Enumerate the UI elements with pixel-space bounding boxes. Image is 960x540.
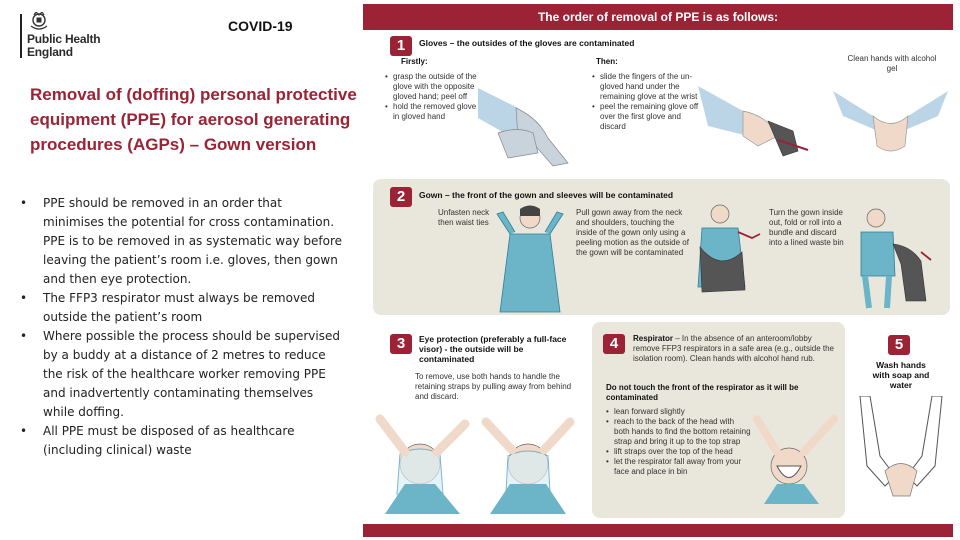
step5-number: 5 bbox=[888, 335, 910, 355]
step1-firstly-label: Firstly: bbox=[401, 57, 428, 66]
step1-clean-hands: Clean hands with alcohol gel bbox=[847, 54, 937, 73]
respirator-removal-illustration bbox=[749, 414, 841, 504]
step4-item: • lift straps over the top of the head bbox=[606, 447, 751, 457]
org-line2: England bbox=[27, 45, 73, 59]
bullet-item: • Where possible the process should be supervised by a buddy at a distance of 2 metres to reduce the risk of the healthcare worker removing PPE and inadvertently contaminating themselves while doffing. bbox=[20, 327, 345, 422]
clean-hands-illustration bbox=[833, 76, 948, 166]
step1-then-label: Then: bbox=[596, 57, 618, 66]
step3-number: 3 bbox=[390, 334, 412, 354]
logo-bar bbox=[20, 14, 22, 58]
step2-number: 2 bbox=[390, 187, 412, 207]
step2-title: Gown – the front of the gown and sleeves will be contaminated bbox=[419, 190, 674, 200]
step4-item: • let the respirator fall away from your face and place in bin bbox=[606, 457, 751, 477]
bullet-item: • All PPE must be disposed of as healthcare (including clinical) waste bbox=[20, 422, 345, 460]
step1-firstly-text bbox=[385, 72, 477, 122]
step4-list bbox=[606, 407, 751, 477]
step4-warning: Do not touch the front of the respirator as it will be contaminated bbox=[606, 383, 799, 402]
step1-then-text bbox=[592, 72, 702, 132]
gown-discard-illustration bbox=[851, 206, 936, 311]
step1-number: 1 bbox=[390, 36, 412, 56]
step4-intro bbox=[633, 334, 837, 364]
org-line1: Public Health bbox=[27, 32, 101, 46]
visor-removal-illustration-1 bbox=[375, 414, 475, 514]
phe-logo bbox=[20, 12, 120, 60]
step2-text-a: Unfasten neck then waist ties bbox=[438, 208, 490, 227]
step4-title: Respirator bbox=[633, 334, 674, 343]
step1-then-item: • peel the remaining glove off over the first glove and discard bbox=[592, 102, 702, 132]
step4-number: 4 bbox=[603, 334, 625, 354]
ppe-poster bbox=[363, 4, 953, 537]
glove-removal-illustration-1 bbox=[478, 78, 578, 168]
crest-icon bbox=[28, 12, 50, 32]
step1-firstly-item: • hold the removed glove in gloved hand bbox=[385, 102, 477, 122]
gown-unfasten-illustration bbox=[495, 204, 565, 314]
step5-title: Wash hands with soap and water bbox=[872, 360, 930, 390]
step1-firstly-item: • grasp the outside of the glove with the opposite gloved hand; peel off bbox=[385, 72, 477, 102]
step2-text-c: Turn the gown inside out, fold or roll into a bundle and discard into a lined waste bin bbox=[769, 208, 844, 247]
step1-then-item: • slide the fingers of the un-gloved hand under the remaining glove at the wrist bbox=[592, 72, 702, 102]
wash-hands-illustration bbox=[855, 396, 947, 516]
step4-item: • reach to the back of the head with both hands to find the bottom retaining strap and bring it up to the top strap bbox=[606, 417, 751, 447]
bullet-item: • PPE should be removed in an order that minimises the potential for cross contamination. PPE is to be removed in as systematic way before leaving the patient’s room i.e. gloves, then gown and then eye protection. bbox=[20, 194, 345, 289]
covid-label: COVID-19 bbox=[228, 18, 293, 34]
gown-pull-illustration bbox=[690, 202, 765, 312]
step3-title: Eye protection (preferably a full-face visor) - the outside will be contaminated bbox=[419, 334, 567, 364]
bullet-list bbox=[20, 194, 345, 460]
step3-text: To remove, use both hands to handle the retaining straps by pulling away from behind and discard. bbox=[415, 372, 572, 401]
poster-footer bbox=[363, 524, 953, 537]
glove-removal-illustration-2 bbox=[698, 76, 813, 166]
bullet-item: • The FFP3 respirator must always be removed outside the patient’s room bbox=[20, 289, 345, 327]
step2-text-b: Pull gown away from the neck and shoulders, touching the inside of the gown only using a peeling motion as the outside of the gown will be contaminated bbox=[576, 208, 689, 257]
slide-title: Removal of (doffing) personal protective equipment (PPE) for aerosol generating procedures (AGPs) – Gown version bbox=[30, 85, 357, 154]
poster-header: The order of removal of PPE is as follows: bbox=[363, 4, 953, 30]
step4-item: • lean forward slightly bbox=[606, 407, 751, 417]
org-name bbox=[27, 33, 100, 59]
step4-title-rest: – In the absence of an anteroom/lobby remove FFP3 respirators in a safe area (e.g., outside the isolation room). Clean hands with alcohol hand rub. bbox=[633, 334, 834, 363]
step1-title: Gloves – the outsides of the gloves are contaminated bbox=[419, 38, 635, 48]
visor-removal-illustration-2 bbox=[478, 414, 578, 514]
